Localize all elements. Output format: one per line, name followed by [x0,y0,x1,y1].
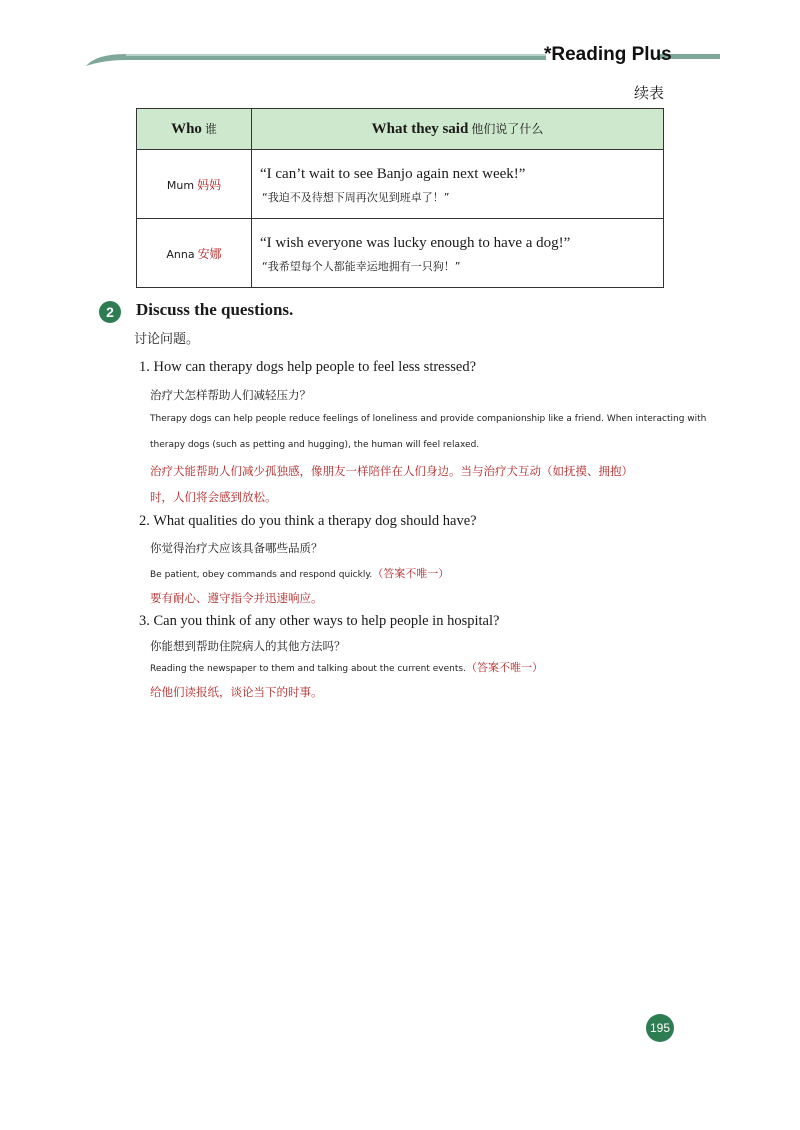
column-header-said [252,109,664,150]
question-1-zh: 治疗犬怎样帮助人们减轻压力？ [150,388,311,402]
header-band [86,52,546,66]
continued-label: 续表 [634,84,665,102]
answer-3-zh: 给他们读报纸，谈论当下的时事。 [150,685,323,699]
column-header-who [137,109,252,150]
discuss-title-zh: 讨论问题。 [134,332,200,347]
quote-zh: “我希望每个人都能幸运地拥有一只狗！” [262,260,461,273]
answer-1-zh-line-1: 治疗犬能帮助人们减少孤独感，像朋友一样陪伴在人们身边。当与治疗犬互动（如抚摸、拥抱） [150,464,633,478]
table-row [137,219,664,288]
question-2-zh: 你觉得治疗犬应该具备哪些品质？ [150,541,323,555]
question-1: 1. How can therapy dogs help people to feel less stressed? [139,359,477,375]
answer-3-note: （答案不唯一） [465,661,543,674]
question-3-zh: 你能想到帮助住院病人的其他方法吗？ [150,639,346,653]
said-cell [252,150,664,219]
question-2: 2. What qualities do you think a therapy dog should have? [139,513,477,529]
answer-3-text: Reading the newspaper to them and talking about the current events. [150,664,466,674]
answer-1-line-1: Therapy dogs can help people reduce feelings of loneliness and provide companionship like a friend. When interacting with [150,414,707,424]
page-number: 195 [646,1014,674,1042]
answer-2-text: Be patient, obey commands and respond quickly. [150,570,373,580]
answer-3 [150,659,543,675]
who-cell [137,150,252,219]
section-title: *Reading Plus [544,44,672,65]
table-row [137,150,664,219]
answer-1-line-2: therapy dogs (such as petting and hugging), the human will feel relaxed. [150,440,480,450]
quote-zh: “我迫不及待想下周再次见到班卓了！” [262,191,450,204]
column-said-label-zh: 他们说了什么 [471,122,544,136]
who-name: Anna [166,247,195,261]
answer-1-zh-line-2: 时，人们将会感到放松。 [150,490,277,504]
quote-en: “I wish everyone was lucky enough to have a dog!” [260,235,571,251]
quote-en: “I can’t wait to see Banjo again next week!” [260,166,526,182]
section-number-badge: 2 [99,301,121,323]
column-who-label: Who [171,121,202,137]
column-who-label-zh: 谁 [204,122,217,136]
answer-2 [150,565,449,581]
question-3: 3. Can you think of any other ways to help people in hospital? [139,613,500,629]
who-cell [137,219,252,288]
answer-2-note: （答案不唯一） [372,567,450,580]
dialog-table [136,108,664,288]
discuss-title: Discuss the questions. [136,300,294,319]
who-name-zh: 安娜 [197,246,222,261]
column-said-label: What they said [371,121,469,137]
who-name: Mum [166,178,195,192]
said-cell [252,219,664,288]
who-name-zh: 妈妈 [197,177,222,192]
table-header-row [137,109,664,150]
answer-2-zh: 要有耐心、遵守指令并迅速响应。 [150,591,323,605]
